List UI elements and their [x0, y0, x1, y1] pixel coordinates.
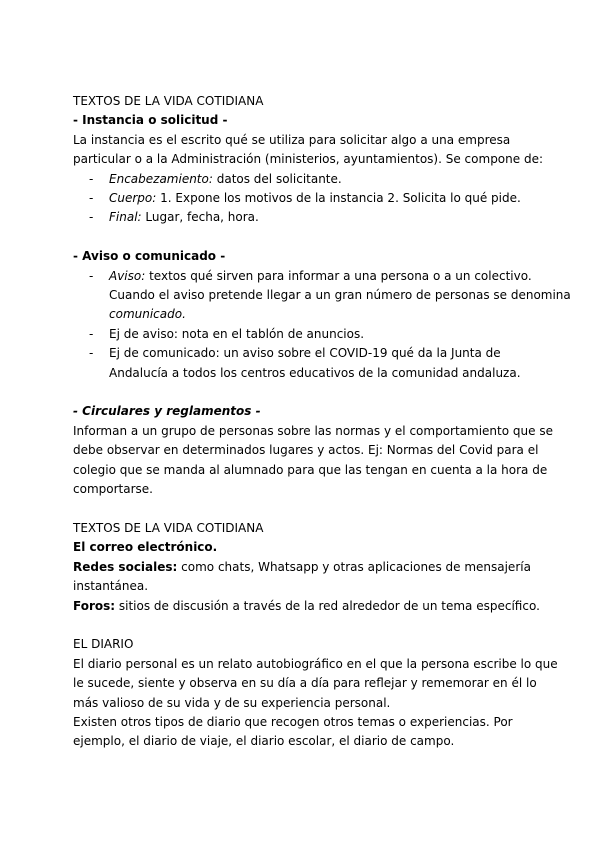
item-text: Lugar, fecha, hora.	[141, 210, 259, 225]
paragraph-line: comportarse.	[73, 482, 153, 497]
paragraph-line: debe observar en determinados lugares y actos. Ej: Normas del Covid para el	[73, 443, 539, 458]
paragraph-line: más valioso de su vida y de su experiencia personal.	[73, 695, 391, 710]
list-item	[73, 267, 571, 325]
item-text: datos del solicitante.	[212, 171, 342, 186]
item-text: Ej de aviso: nota en el tablón de anuncios.	[109, 326, 365, 341]
spacer	[73, 500, 533, 519]
item-text: textos qué sirven para informar a una persona o a un colectivo.	[145, 268, 532, 283]
section-title: TEXTOS DE LA VIDA COTIDIANA	[73, 94, 264, 108]
instancia-intro-line: La instancia es el escrito qué se utiliza para solicitar algo a una empresa	[73, 132, 511, 147]
aviso-list	[73, 267, 571, 383]
aviso-heading: - Aviso o comunicado -	[73, 249, 226, 264]
list-item	[73, 189, 533, 208]
paragraph-line: ejemplo, el diario de viaje, el diario escolar, el diario de campo.	[73, 734, 455, 749]
list-item	[73, 208, 533, 227]
dash-bullet: -	[89, 346, 94, 361]
correo-heading: El correo electrónico.	[73, 540, 218, 555]
dash-bullet: -	[89, 191, 94, 206]
section-title: TEXTOS DE LA VIDA COTIDIANA	[73, 520, 264, 535]
item-continuation: Cuando el aviso pretende llegar a un gran número de personas se denomina	[109, 288, 571, 303]
paragraph-line: Informan a un grupo de personas sobre las normas y el comportamiento que se	[73, 423, 553, 438]
foros-text: sitios de discusión a través de la red alrededor de un tema específico.	[115, 598, 540, 613]
dash-bullet: -	[89, 268, 94, 283]
item-label: Cuerpo:	[109, 191, 157, 206]
dash-bullet: -	[89, 326, 94, 341]
redes-text: como chats, Whatsapp y otras aplicaciones de mensajería	[177, 559, 531, 574]
paragraph-line: colegio que se manda al alumnado para que las tengan en cuenta a la hora de	[73, 462, 548, 477]
instancia-intro-line: particular o a la Administración (ministerios, ayuntamientos). Se compone de:	[73, 152, 543, 167]
spacer	[73, 616, 533, 635]
dash-bullet: -	[89, 210, 94, 225]
list-item	[73, 325, 533, 344]
spacer	[73, 228, 533, 247]
redes-label: Redes sociales:	[73, 559, 178, 574]
paragraph-line: Existen otros tipos de diario que recogen otros temas o experiencias. Por	[73, 714, 513, 729]
redes-continuation: instantánea.	[73, 579, 149, 594]
item-label: Encabezamiento:	[109, 171, 213, 186]
instancia-list	[73, 170, 533, 228]
circulares-heading: - Circulares y reglamentos -	[73, 404, 261, 419]
item-label: Aviso:	[109, 268, 146, 283]
item-continuation: Andalucía a todos los centros educativos de la comunidad andaluza.	[109, 365, 521, 380]
item-continuation: comunicado.	[109, 307, 186, 322]
document-content	[73, 92, 571, 752]
item-text: 1. Expone los motivos de la instancia 2. Solicita lo qué pide.	[156, 191, 521, 206]
list-item	[73, 170, 533, 189]
dash-bullet: -	[89, 171, 94, 186]
paragraph-line: le sucede, siente y observa en su día a día para reflejar y rememorar en él lo	[73, 676, 537, 691]
paragraph-line: El diario personal es un relato autobiográfico en el que la persona escribe lo que	[73, 656, 558, 671]
diario-heading: EL DIARIO	[73, 637, 134, 652]
instancia-heading: - Instancia o solicitud -	[73, 113, 228, 128]
spacer	[73, 383, 533, 402]
item-text: Ej de comunicado: un aviso sobre el COVID-19 qué da la Junta de	[109, 346, 501, 361]
list-item	[73, 344, 533, 383]
item-label: Final:	[109, 210, 142, 225]
foros-label: Foros:	[73, 598, 116, 613]
